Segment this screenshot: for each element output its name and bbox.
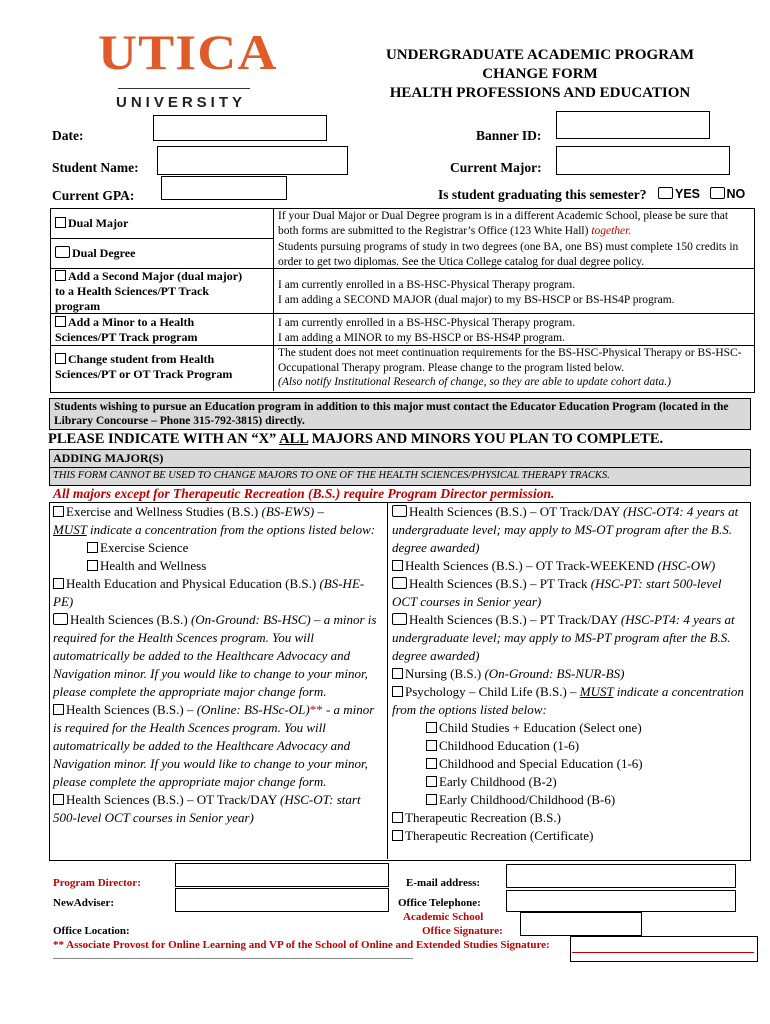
graduating-options — [658, 187, 745, 201]
hsc-online-code: (Online: BS-HSc-OL) — [196, 702, 310, 717]
major-pt4[interactable] — [392, 611, 747, 665]
second-major-label: Add a Second Major (dual major) to a Health Sciences/PT Track program — [55, 269, 243, 313]
add-minor-label: Add a Minor to a Health Sciences/PT Track program — [55, 315, 198, 344]
psy-option-1[interactable] — [392, 719, 747, 737]
dual-degree-label: Dual Degree — [72, 246, 136, 260]
change-student-label: Change student from Health Sciences/PT or OT Track Program — [55, 352, 233, 381]
office-telephone-input[interactable] — [506, 890, 736, 912]
hepe-code: (BS-HE-PE) — [53, 576, 365, 609]
ews-code: (BS-EWS) – — [261, 504, 324, 519]
exercise-science-checkbox[interactable] — [87, 542, 98, 553]
banner-id-label: Banner ID: — [476, 128, 542, 143]
major-tr-bs[interactable] — [392, 809, 747, 827]
logo-subtitle: UNIVERSITY — [116, 94, 247, 111]
permission-note: All majors except for Therapeutic Recreation (B.S.) require Program Director permission. — [53, 486, 555, 501]
footer-rule — [53, 958, 413, 959]
date-label: Date: — [52, 128, 84, 143]
pt4-label: Health Sciences (B.S.) – PT Track/DAY — [409, 612, 621, 627]
otw-code: (HSC-OW) — [657, 558, 716, 573]
dual-degree-checkbox[interactable] — [55, 246, 70, 258]
nursing-label: Nursing (B.S.) — [405, 666, 485, 681]
logo-wordmark: UTICA — [98, 24, 278, 80]
hsc-online-note: - a minor is required for the Health Scences program. You will automatrically be added to the Healthcare Advocacy and Navigation minor. If you would like to change to your minor, please complete the appropriate major change form. — [53, 702, 375, 789]
no-checkbox[interactable] — [710, 187, 725, 199]
academic-school-input[interactable] — [520, 912, 642, 936]
add-minor-checkbox[interactable] — [55, 316, 66, 327]
program-director-label: Program Director: — [53, 877, 141, 889]
indicate-before: PLEASE INDICATE WITH AN “X” — [48, 431, 280, 447]
ews-must: MUST — [53, 522, 87, 537]
change-note-2: (Also notify Institutional Research of change, so they are able to update cohort data.) — [278, 376, 671, 388]
ews-health-wellness[interactable] — [53, 557, 381, 575]
second-major-checkbox[interactable] — [55, 270, 66, 281]
logo-rule — [118, 88, 250, 89]
option-change-student[interactable] — [55, 352, 265, 382]
new-adviser-label: NewAdviser: — [53, 897, 115, 909]
psy-option-2-checkbox[interactable] — [426, 740, 437, 751]
title-line-2: CHANGE FORM — [482, 66, 598, 82]
minor-note-1: I am currently enrolled in a BS-HSC-Physical Therapy program. — [278, 317, 576, 329]
pt-checkbox[interactable] — [392, 577, 407, 589]
pt-code: (HSC-PT: start 500-level OCT courses in Senior year) — [392, 576, 722, 609]
option-dual-major[interactable] — [55, 216, 128, 231]
tr-bs-checkbox[interactable] — [392, 812, 403, 823]
psy-option-3[interactable] — [392, 755, 747, 773]
otw-label: Health Sciences (B.S.) – OT Track-WEEKEND — [405, 558, 658, 573]
major-tr-cert[interactable] — [392, 827, 747, 845]
provost-signature-line — [572, 952, 754, 953]
major-psychology[interactable] — [392, 683, 747, 719]
current-major-label: Current Major: — [450, 160, 542, 175]
major-ews[interactable] — [53, 503, 381, 539]
option-dual-degree[interactable] — [55, 246, 135, 261]
tr-cert-label: Therapeutic Recreation (Certificate) — [405, 828, 594, 843]
psy-option-3-label: Childhood and Special Education (1-6) — [439, 756, 643, 771]
psy-option-1-checkbox[interactable] — [426, 722, 437, 733]
ot4-checkbox[interactable] — [392, 505, 407, 517]
office-location-label: Office Location: — [53, 925, 130, 937]
minor-note-2: I am adding a MINOR to my BS-HSCP or BS-HS4P program. — [278, 331, 565, 344]
pt4-checkbox[interactable] — [392, 613, 407, 625]
student-name-label: Student Name: — [52, 160, 139, 175]
exercise-science-label: Exercise Science — [100, 540, 189, 555]
no-label: NO — [726, 187, 746, 201]
hsc-note: (On-Ground: BS-HSC) – a minor is required for the Health Scences program. You will automatrically be added to the Healthcare Advocacy and Navigation minor. If you would like to change to your minor, please complete the appropriate major change form. — [53, 612, 377, 699]
change-student-checkbox[interactable] — [55, 353, 66, 364]
psychology-must: MUST — [579, 684, 614, 699]
hepe-checkbox[interactable] — [53, 578, 64, 589]
provost-signature-label: ** Associate Provost for Online Learning and VP of the School of Online and Extended Studies Signature: — [53, 939, 550, 951]
change-note-1: The student does not meet continuation requirements for the BS-HSC-Physical Therapy or BS-HSC-Occupational Therapy program. Please change to the program listed below. — [278, 347, 742, 374]
psy-option-3-checkbox[interactable] — [426, 758, 437, 769]
major-hsc-ot[interactable] — [53, 791, 381, 827]
email-label: E-mail address: — [406, 877, 481, 889]
psychology-checkbox[interactable] — [392, 686, 403, 697]
student-name-input[interactable] — [157, 146, 348, 175]
current-gpa-input[interactable] — [161, 176, 287, 200]
hsc-checkbox[interactable] — [53, 613, 68, 625]
major-hepe[interactable] — [53, 575, 381, 611]
major-hsc-online[interactable] — [53, 701, 381, 791]
major-pt[interactable] — [392, 575, 747, 611]
majors-right-column — [392, 503, 747, 845]
psy-option-5-label: Early Childhood/Childhood (B-6) — [439, 792, 616, 807]
title-line-3: HEALTH PROFESSIONS AND EDUCATION — [389, 85, 691, 101]
majors-left-column — [53, 503, 381, 827]
tr-cert-checkbox[interactable] — [392, 830, 403, 841]
psy-option-4-label: Early Childhood (B-2) — [439, 774, 557, 789]
tr-bs-label: Therapeutic Recreation (B.S.) — [405, 810, 561, 825]
psy-option-1-label: Child Studies + Education (Select one) — [439, 720, 642, 735]
dual-degree-note: Students pursuing programs of study in two degrees (one BA, one BS) must complete 150 credits in order to get two diplomas. See the Utica College catalog for dual degree policy. — [278, 241, 739, 268]
dual-major-note-text: If your Dual Major or Dual Degree program is in a different Academic School, please be sure that both forms are submitted to the Registrar’s Office (123 White Hall) — [278, 210, 729, 237]
provost-signature-input[interactable] — [570, 936, 758, 962]
adding-majors-title: ADDING MAJOR(S) — [53, 451, 164, 465]
major-ot4[interactable] — [392, 503, 747, 557]
hsc-label: Health Sciences (B.S.) — [70, 612, 191, 627]
indicate-after: MAJORS AND MINORS YOU PLAN TO COMPLETE. — [308, 431, 664, 447]
second-major-note-2: I am adding a SECOND MAJOR (dual major) to my BS-HSCP or BS-HS4P program. — [278, 293, 675, 306]
major-otw[interactable] — [392, 557, 747, 575]
office-telephone-label: Office Telephone: — [398, 897, 481, 909]
indicate-heading — [48, 431, 663, 448]
pt-label: Health Sciences (B.S.) – PT Track — [409, 576, 591, 591]
dual-major-checkbox[interactable] — [55, 217, 66, 228]
ews-exercise-science[interactable] — [53, 539, 381, 557]
indicate-all: ALL — [279, 431, 309, 447]
psy-option-4[interactable] — [392, 773, 747, 791]
date-input[interactable] — [153, 115, 327, 141]
hsc-ot-code: (HSC-OT: start 500-level OCT courses in Senior year) — [53, 792, 361, 825]
option-second-major[interactable] — [55, 269, 255, 314]
ews-instruction: indicate a concentration from the options listed below: — [86, 522, 376, 537]
hsc-ot-label: Health Sciences (B.S.) – OT Track/DAY — [66, 792, 281, 807]
major-nursing[interactable] — [392, 665, 747, 683]
yes-checkbox[interactable] — [658, 187, 673, 199]
program-director-input[interactable] — [175, 863, 389, 887]
current-gpa-label: Current GPA: — [52, 188, 135, 203]
together-note: together. — [591, 224, 632, 237]
hsc-online-star: ** — [309, 702, 323, 717]
dual-major-note — [278, 209, 750, 238]
university-logo — [98, 24, 278, 116]
banner-id-input[interactable] — [556, 111, 710, 139]
title-line-1: UNDERGRADUATE ACADEMIC PROGRAM — [385, 47, 695, 63]
hsc-online-label: Health Sciences (B.S.) – — [66, 702, 197, 717]
hsc-online-checkbox[interactable] — [53, 704, 64, 715]
education-notice: Students wishing to pursue an Education program in addition to this major must contact the Educator Education Program (located in the Library Concourse – Phone 315-792-3815) directly. — [49, 398, 751, 430]
psychology-label: Psychology – Child Life (B.S.) – — [405, 684, 580, 699]
ot4-label: Health Sciences (B.S.) – OT Track/DAY — [409, 504, 624, 519]
form-title — [355, 46, 725, 103]
minor-note — [278, 316, 750, 345]
health-wellness-label: Health and Wellness — [100, 558, 207, 573]
ews-checkbox[interactable] — [53, 506, 64, 517]
psy-option-2[interactable] — [392, 737, 747, 755]
health-wellness-checkbox[interactable] — [87, 560, 98, 571]
pt4-code: (HSC-PT4: 4 years at undergraduate level; may apply to MS-PT program after the B.S. degree awarded) — [392, 612, 735, 663]
psy-option-2-label: Childhood Education (1-6) — [439, 738, 580, 753]
otw-checkbox[interactable] — [392, 560, 403, 571]
current-major-input[interactable] — [556, 146, 730, 175]
yes-label: YES — [675, 187, 701, 201]
psy-option-5-checkbox[interactable] — [426, 794, 437, 805]
adding-warning: THIS FORM CANNOT BE USED TO CHANGE MAJORS TO ONE OF THE HEALTH SCIENCES/PHYSICAL THERAPY TRACKS. — [53, 470, 610, 481]
new-adviser-input[interactable] — [175, 888, 389, 912]
option-add-minor[interactable] — [55, 315, 255, 345]
academic-school-label: Academic School — [403, 911, 484, 923]
ot4-code: (HSC-OT4: 4 years at undergraduate level; may apply to MS-OT program after the B.S. degree awarded) — [392, 504, 739, 555]
dual-major-label: Dual Major — [68, 216, 129, 230]
psy-option-4-checkbox[interactable] — [426, 776, 437, 787]
major-hsc[interactable] — [53, 611, 381, 701]
second-major-note — [278, 278, 750, 307]
psy-option-5[interactable] — [392, 791, 747, 809]
hsc-ot-checkbox[interactable] — [53, 794, 64, 805]
psychology-instruction: indicate a concentration from the options listed below: — [392, 684, 744, 717]
email-input[interactable] — [506, 864, 736, 888]
hepe-label: Health Education and Physical Education (B.S.) — [66, 576, 320, 591]
office-signature-label: Office Signature: — [422, 925, 503, 937]
ews-label: Exercise and Wellness Studies (B.S.) — [66, 504, 262, 519]
graduating-label: Is student graduating this semester? — [438, 187, 647, 202]
change-student-note — [278, 346, 750, 390]
nursing-code: (On-Ground: BS-NUR-BS) — [484, 666, 625, 681]
second-major-note-1: I am currently enrolled in a BS-HSC-Physical Therapy program. — [278, 279, 576, 291]
nursing-checkbox[interactable] — [392, 668, 403, 679]
